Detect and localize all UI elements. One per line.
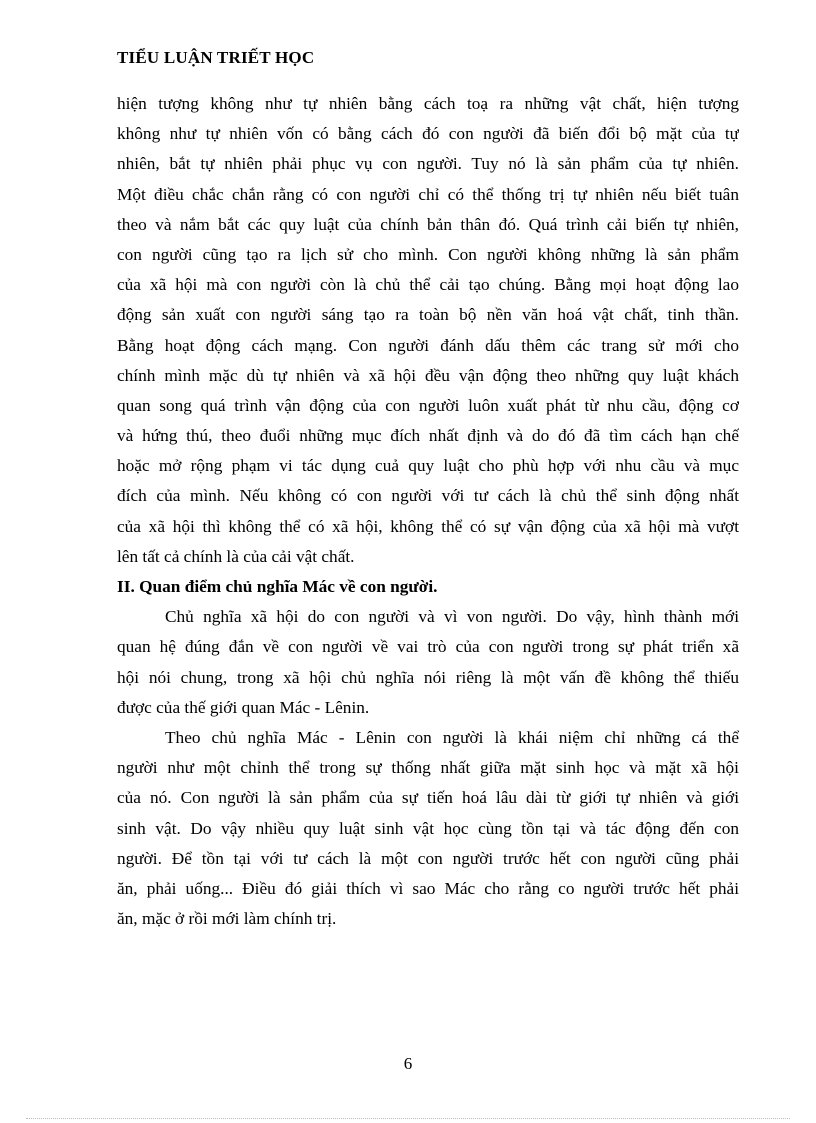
footer-divider <box>26 1118 790 1119</box>
text-line: quan hệ đúng đắn về con người về vai trò của con người trong sự phát triển xã <box>117 637 739 657</box>
text-line: và hứng thú, theo đuổi những mục đích nhất định và do đó đã tìm cách hạn chế <box>117 426 739 446</box>
page-number: 6 <box>403 1054 413 1073</box>
text-line: động sản xuất con người sáng tạo ra toàn bộ nền văn hoá vật chất, tinh thần. <box>117 305 739 325</box>
text-line: nhiên, bắt tự nhiên phải phục vụ con người. Tuy nó là sản phẩm của tự nhiên. <box>117 154 739 174</box>
text-line: của nó. Con người là sản phẩm của sự tiến hoá lâu dài từ giới tự nhiên và giới <box>117 788 739 808</box>
text-line: người như một chỉnh thể trong sự thống nhất giữa mặt sinh học và mặt xã hội <box>117 758 739 778</box>
paragraph-3 <box>117 723 739 934</box>
text-line: theo và nắm bắt các quy luật của chính bản thân đó. Quá trình cải biến tự nhiên, <box>117 214 739 234</box>
text-line: Chủ nghĩa xã hội do con người và vì von người. Do vậy, hình thành mới <box>165 607 739 627</box>
text-line: quan song quá trình vận động của con người luôn xuất phát từ nhu cầu, động cơ <box>117 395 739 415</box>
text-line: hoặc mở rộng phạm vi tác dụng cuả quy luật cho phù hợp với nhu cầu và mục <box>117 456 739 476</box>
running-header: TIỂU LUẬN TRIẾT HỌC <box>117 48 315 67</box>
text-line: con người cũng tạo ra lịch sử cho mình. Con người không những là sản phẩm <box>117 244 739 264</box>
document-body <box>117 89 739 934</box>
text-line: hiện tượng không như tự nhiên bằng cách toạ ra những vật chất, hiện tượng <box>117 94 739 113</box>
text-line: Bằng hoạt động cách mạng. Con người đánh dấu thêm các trang sử mới cho <box>117 335 739 355</box>
text-line: lên tất cả chính là của cải vật chất. <box>117 546 355 566</box>
text-line: của xã hội mà con người còn là chủ thể cải tạo chúng. Bằng mọi hoạt động lao <box>117 275 739 295</box>
text-line: hội nói chung, trong xã hội chủ nghĩa nói riêng là một vấn đề không thể thiếu <box>117 667 739 687</box>
text-line: Một điều chắc chắn rằng có con người chỉ có thể thống trị tự nhiên nếu biết tuân <box>117 184 739 204</box>
text-line: người. Để tồn tại với tư cách là một con người trước hết con người cũng phải <box>117 848 739 868</box>
paragraph-1 <box>117 89 739 572</box>
text-line: ăn, mặc ở rồi mới làm chính trị. <box>117 909 337 929</box>
text-line: không như tự nhiên vốn có bằng cách đó con người đã biến đổi bộ mặt của tự <box>117 124 739 144</box>
text-line: đích của mình. Nếu không có con người với tư cách là chủ thể sinh động nhất <box>117 486 739 506</box>
text-line: sinh vật. Do vậy nhiều quy luật sinh vật học cùng tồn tại và tác động đến con <box>117 818 739 838</box>
text-line: Theo chủ nghĩa Mác - Lênin con người là khái niệm chỉ những cá thể <box>165 727 739 747</box>
text-line: chính mình mặc dù tự nhiên và xã hội đều vận động theo những quy luật khách <box>117 365 739 385</box>
text-line: ăn, phải uống... Điều đó giải thích vì sao Mác cho rằng co người trước hết phải <box>117 878 739 898</box>
paragraph-2 <box>117 602 739 723</box>
section-heading: II. Quan điểm chủ nghĩa Mác về con người. <box>117 577 438 596</box>
text-line: được của thế giới quan Mác - Lênin. <box>117 697 370 717</box>
text-line: của xã hội thì không thể có xã hội, không thể có sự vận động của xã hội mà vượt <box>117 516 739 536</box>
